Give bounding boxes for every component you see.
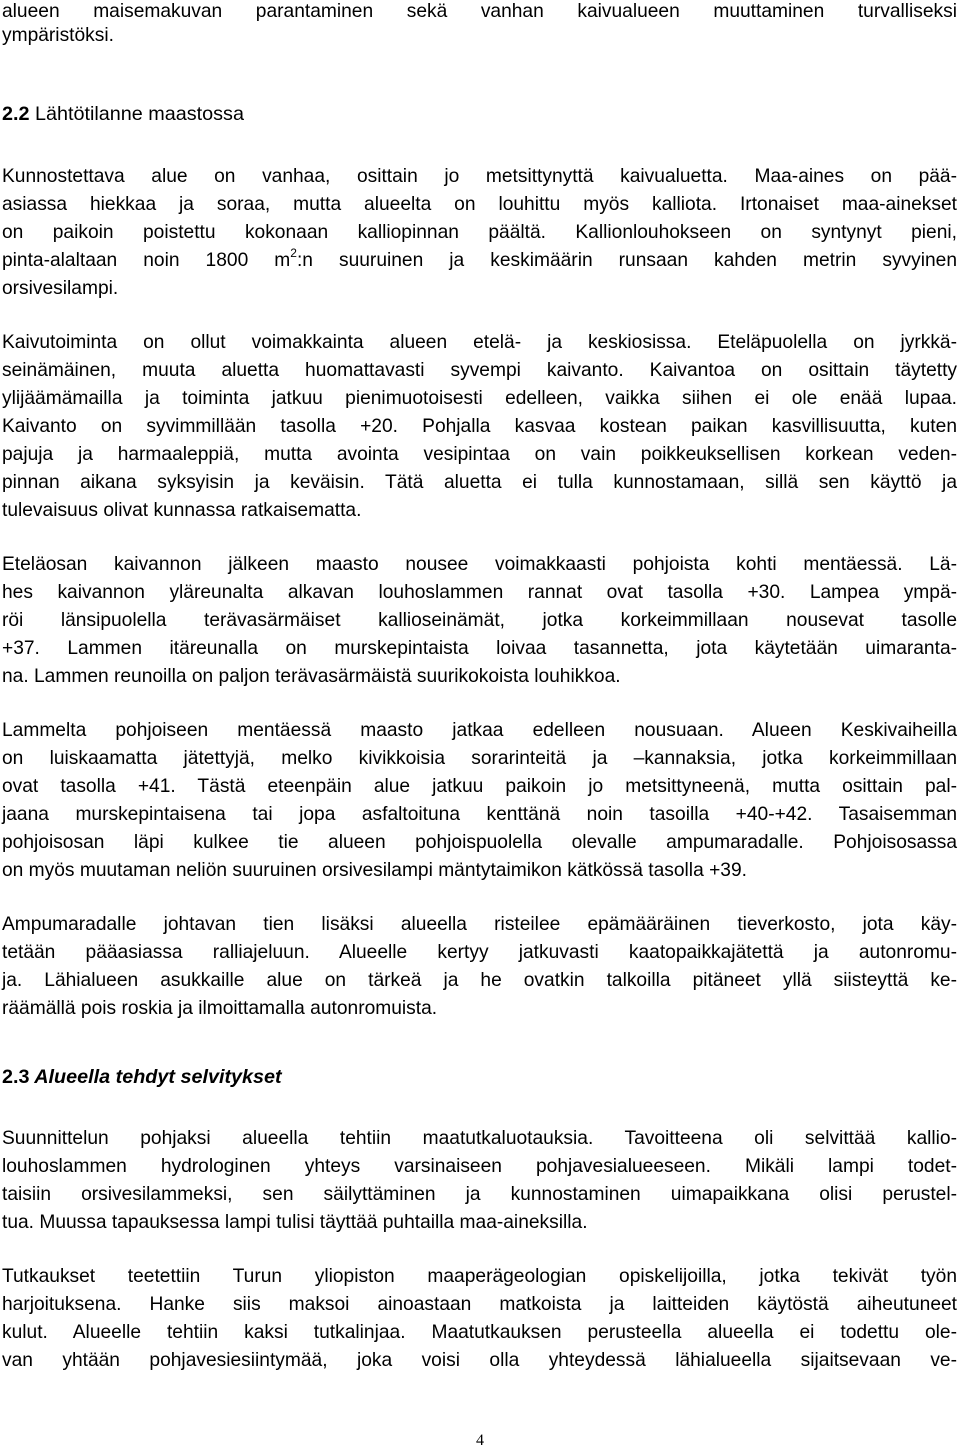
body-line: pinnan aikana syksyisin ja keväisin. Tätä aluetta ei tulla kunnostamaan, sillä sen käyttö ja — [2, 472, 957, 493]
body-line: Tutkaukset teetettiin Turun yliopiston maaperägeologian opiskelijoilla, jotka tekivät työn — [2, 1266, 957, 1287]
body-line: Suunnittelun pohjaksi alueella tehtiin maatutkaluotauksia. Tavoitteena oli selvittää kallio- — [2, 1128, 957, 1149]
section-title: Alueella tehdyt selvitykset — [34, 1066, 282, 1088]
body-line: seinämäinen, muuta aluetta huomattavasti syvempi kaivanto. Kaivantoa on osittain täytetty — [2, 360, 957, 381]
body-line: alueen maisemakuvan parantaminen sekä vanhan kaivualueen muuttaminen turvalliseksi — [2, 1, 957, 22]
body-line: kulut. Alueelle tehtiin kaksi tutkalinjaa. Maatutkauksen perusteella alueella ei todettu ole- — [2, 1322, 957, 1343]
body-line: jaana murskepintaisena tai jopa asfaltoituna kenttänä noin tasoilla +40-+42. Tasaisemman — [2, 804, 957, 825]
body-line: +37. Lammen itäreunalla on murskepintaista loivaa tasannetta, jota käytetään uimaranta- — [2, 638, 957, 659]
body-line: na. Lammen reunoilla on paljon terävasärmäistä suurikokoista louhikkoa. — [2, 666, 621, 687]
superscript: 2 — [290, 245, 297, 260]
section-number: 2.3 — [2, 1066, 30, 1088]
body-line: on luiskaamatta jätettyjä, melko kivikkoisia sorarinteitä ja –kannaksia, jotka korkeimmillaan — [2, 748, 957, 769]
body-line: ylijäämämailla ja toiminta jatkuu pienimuotoisesti edelleen, vaikka siihen ei ole enää lupaa. — [2, 388, 957, 409]
section-title: Lähtötilanne maastossa — [35, 103, 244, 125]
body-line: Kaivutoiminta on ollut voimakkainta alueen etelä- ja keskiosissa. Eteläpuolella on jyrkkä- — [2, 332, 957, 353]
body-line: asiassa hiekkaa ja soraa, mutta alueelta on louhittu myös kalliota. Irtonaiset maa-ainekset — [2, 194, 957, 215]
body-line: ympäristöksi. — [2, 25, 114, 46]
section-number: 2.2 — [2, 103, 30, 125]
section-heading-2-3 — [2, 1065, 282, 1089]
body-line: Kunnostettava alue on vanhaa, osittain jo metsittynyttä kaivualuetta. Maa-aines on pää- — [2, 166, 957, 187]
body-line: taisiin orsivesilammeksi, sen säilyttäminen ja kunnostaminen uimapaikkana olisi perustel- — [2, 1184, 957, 1205]
body-line: Eteläosan kaivannon jälkeen maasto nousee voimakkaasti pohjoista kohti mentäessä. Lä- — [2, 554, 957, 575]
body-line: hes kaivannon yläreunalta alkavan louhoslammen rannat ovat tasolla +30. Lampea ympä- — [2, 582, 957, 603]
body-line: ovat tasolla +41. Tästä eteenpäin alue jatkuu paikoin jo metsittyneenä, mutta osittain pal- — [2, 776, 957, 797]
body-line-with-superscript — [2, 245, 958, 273]
body-line: tetään pääasiassa ralliajeluun. Alueelle kertyy jatkuvasti kaatopaikkajätettä ja autonromu- — [2, 942, 957, 963]
body-line: ja. Lähialueen asukkaille alue on tärkeä ja he ovatkin talkoilla pitäneet yllä siisteyttä ke- — [2, 970, 957, 991]
body-line: on myös muutaman neliön suuruinen orsivesilampi mäntytaimikon kätkössä tasolla +39. — [2, 860, 747, 881]
page-number: 4 — [476, 1432, 484, 1449]
body-line: louhoslammen hydrologinen yhteys varsinaiseen pohjavesialueeseen. Mikäli lampi todet- — [2, 1156, 957, 1177]
section-heading-2-2 — [2, 102, 244, 126]
body-line: on paikoin poistettu kokonaan kalliopinnan päältä. Kallionlouhokseen on syntynyt pieni, — [2, 222, 957, 243]
body-line: Ampumaradalle johtavan tien lisäksi alueella risteilee epämääräinen tieverkosto, jota käy- — [2, 914, 957, 935]
body-line: harjoituksena. Hanke siis maksoi ainoastaan matkoista ja laitteiden käytöstä aiheutuneet — [2, 1294, 957, 1315]
body-line: röi länsipuolella terävasärmäiset kallioseinämät, jotka korkeimmillaan nousevat tasolle — [2, 610, 957, 631]
body-line: räämällä pois roskia ja ilmoittamalla autonromuista. — [2, 998, 438, 1019]
body-line: Lammelta pohjoiseen mentäessä maasto jatkaa edelleen nousuaan. Alueen Keskivaiheilla — [2, 720, 957, 741]
text-segment: pinta-alaltaan noin 1800 m — [2, 250, 291, 271]
body-line: pohjoisosan läpi kulkee tie alueen pohjoispuolella olevalle ampumaradalle. Pohjoisosassa — [2, 832, 957, 853]
body-line: tulevaisuus olivat kunnassa ratkaisematta. — [2, 500, 362, 521]
body-line: van yhtään pohjavesiesiintymää, joka voisi olla yhteydessä lähialueella sijaitsevaan ve- — [2, 1350, 957, 1371]
body-line: tua. Muussa tapauksessa lampi tulisi täyttää puhtailla maa-aineksilla. — [2, 1212, 588, 1233]
body-line: orsivesilampi. — [2, 278, 119, 299]
body-line: pajuja ja harmaaleppiä, mutta avointa vesipintaa on vain poikkeuksellisen korkean veden- — [2, 444, 957, 465]
text-segment: :n suuruinen ja keskimäärin runsaan kahden metrin syvyinen — [296, 250, 958, 271]
body-line: Kaivanto on syvimmillään tasolla +20. Pohjalla kasvaa kostean paikan kasvillisuutta, kuten — [2, 416, 957, 437]
